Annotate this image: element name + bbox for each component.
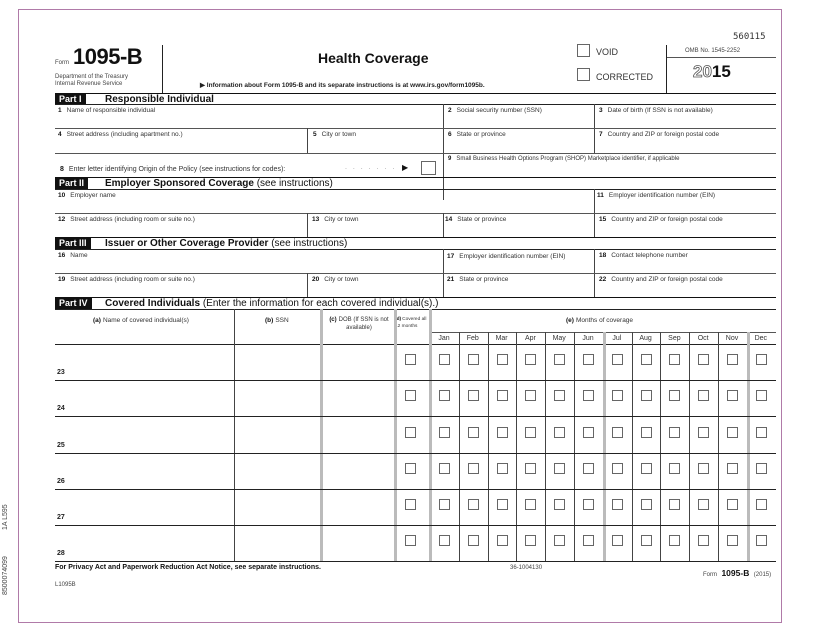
month-checkbox-mar[interactable] <box>497 499 508 510</box>
part-2-title-suffix: (see instructions) <box>256 178 333 189</box>
month-checkbox-mar[interactable] <box>497 427 508 438</box>
field-18[interactable] <box>599 252 688 259</box>
header-divider <box>162 45 163 93</box>
month-divider <box>603 332 606 561</box>
field-label: Country and ZIP or foreign postal code <box>607 131 720 138</box>
field-num: 7 <box>599 131 603 138</box>
month-checkbox-jun[interactable] <box>583 354 594 365</box>
field-num: 16 <box>58 252 66 259</box>
form-code: L1095B <box>55 582 76 588</box>
dob-input[interactable] <box>322 345 394 379</box>
month-checkbox-mar[interactable] <box>497 535 508 546</box>
covered-all-12-months-checkbox[interactable] <box>405 535 416 546</box>
month-checkbox-mar[interactable] <box>497 354 508 365</box>
field-10[interactable] <box>58 192 116 199</box>
month-header-jul: Jul <box>612 335 622 342</box>
month-checkbox-may[interactable] <box>554 535 565 546</box>
agency-line1: Department of the Treasury <box>55 74 129 80</box>
month-checkbox-nov[interactable] <box>727 390 738 401</box>
info-line: ▶ Information about Form 1095-B and its separate instructions is at www.irs.gov/form1095b. <box>200 82 485 89</box>
month-header-jan: Jan <box>438 335 450 342</box>
name-input[interactable] <box>55 417 234 451</box>
tax-year-bold: 15 <box>711 62 731 81</box>
dob-input[interactable] <box>322 490 394 524</box>
rule <box>307 213 308 237</box>
field-label: Employer identification number (EIN) <box>608 192 716 199</box>
name-input[interactable] <box>55 345 234 379</box>
field-label: Social security number (SSN) <box>456 107 542 114</box>
month-checkbox-jun[interactable] <box>583 463 594 474</box>
month-checkbox-sep[interactable] <box>669 499 680 510</box>
part-3-title-suffix: (see instructions) <box>271 238 348 249</box>
month-checkbox-apr[interactable] <box>525 390 536 401</box>
month-checkbox-apr[interactable] <box>525 354 536 365</box>
month-divider <box>459 332 460 561</box>
month-checkbox-jun[interactable] <box>583 499 594 510</box>
field-label: Street address (including room or suite no.) <box>70 216 195 223</box>
part-2-title-text: Employer Sponsored Coverage <box>105 178 254 189</box>
field-label: State or province <box>457 216 507 223</box>
field-1[interactable] <box>58 107 155 114</box>
field-num: 17 <box>447 253 455 260</box>
field-16[interactable] <box>58 252 88 259</box>
month-checkbox-oct[interactable] <box>698 390 709 401</box>
rule <box>307 128 308 153</box>
month-checkbox-apr[interactable] <box>525 499 536 510</box>
month-checkbox-jan[interactable] <box>439 463 450 474</box>
month-checkbox-dec[interactable] <box>756 427 767 438</box>
field-5[interactable] <box>313 131 356 138</box>
month-checkbox-jun[interactable] <box>583 390 594 401</box>
ssn-input[interactable] <box>235 417 320 451</box>
form-word: Form <box>703 572 717 578</box>
field-num: 2 <box>448 107 452 114</box>
field-num: 22 <box>599 276 607 283</box>
field-num: 1 <box>58 107 62 114</box>
field-label: City or town <box>321 131 356 138</box>
control-code: 560115 <box>733 32 766 42</box>
field-4[interactable] <box>58 131 183 138</box>
month-checkbox-jun[interactable] <box>583 535 594 546</box>
covered-all-12-months-checkbox[interactable] <box>405 463 416 474</box>
corrected-label: CORRECTED <box>596 72 654 82</box>
month-checkbox-may[interactable] <box>554 463 565 474</box>
corrected-checkbox[interactable] <box>577 68 590 81</box>
month-checkbox-jul[interactable] <box>612 354 623 365</box>
month-checkbox-apr[interactable] <box>525 535 536 546</box>
rule <box>55 104 776 105</box>
rule <box>443 104 444 200</box>
col-c-header <box>325 316 393 332</box>
col-letter: (b) <box>265 317 274 324</box>
month-checkbox-jan[interactable] <box>439 535 450 546</box>
part-3-title <box>105 238 347 249</box>
field-num: 4 <box>58 131 62 138</box>
field-14[interactable] <box>445 216 506 223</box>
form-word: Form <box>55 60 69 66</box>
month-checkbox-feb[interactable] <box>468 535 479 546</box>
tax-year-outline: 20 <box>693 62 712 81</box>
field-num: 15 <box>599 216 607 223</box>
month-checkbox-aug[interactable] <box>641 427 652 438</box>
month-checkbox-feb[interactable] <box>468 390 479 401</box>
month-checkbox-may[interactable] <box>554 427 565 438</box>
field-label: Enter letter identifying Origin of the Policy (see instructions for codes): <box>68 166 286 173</box>
field-label: Country and ZIP or foreign postal code <box>611 216 723 223</box>
field-22[interactable] <box>599 276 723 283</box>
month-checkbox-jul[interactable] <box>612 463 623 474</box>
month-checkbox-apr[interactable] <box>525 463 536 474</box>
field-label: State or province <box>456 131 506 138</box>
month-checkbox-aug[interactable] <box>641 499 652 510</box>
part-1-title: Responsible Individual <box>105 94 214 105</box>
arrow-icon: ▶ <box>402 163 409 172</box>
field-label: Contact telephone number <box>611 252 688 259</box>
column-divider <box>429 309 432 561</box>
month-checkbox-feb[interactable] <box>468 463 479 474</box>
part-4-badge: Part IV <box>55 298 92 309</box>
col-label: SSN <box>275 317 289 324</box>
month-checkbox-aug[interactable] <box>641 535 652 546</box>
origin-of-policy-input[interactable] <box>421 161 436 175</box>
col-label: DOB (If SSN is not available) <box>338 317 389 331</box>
field-num: 3 <box>599 107 603 114</box>
field-11[interactable] <box>597 192 715 199</box>
field-9[interactable] <box>448 156 679 162</box>
covered-all-12-months-checkbox[interactable] <box>405 390 416 401</box>
field-label: Name <box>70 252 88 259</box>
month-header-apr: Apr <box>524 335 536 342</box>
month-checkbox-sep[interactable] <box>669 427 680 438</box>
field-7[interactable] <box>599 131 719 138</box>
col-label: Months of coverage <box>575 317 634 324</box>
field-label: Name of responsible individual <box>66 107 156 114</box>
col-d-header <box>395 316 429 330</box>
form-number: 1095-B <box>721 568 750 578</box>
col-e-header <box>566 317 633 324</box>
field-num: 20 <box>312 276 320 283</box>
side-code-2: 8500074099 <box>2 556 9 595</box>
month-checkbox-oct[interactable] <box>698 354 709 365</box>
field-8 <box>60 166 285 173</box>
form-reference <box>703 563 771 581</box>
month-checkbox-jul[interactable] <box>612 427 623 438</box>
row-number: 23 <box>57 369 65 377</box>
void-checkbox[interactable] <box>577 44 590 57</box>
ssn-input[interactable] <box>235 454 320 488</box>
rule <box>55 189 776 190</box>
month-checkbox-sep[interactable] <box>669 354 680 365</box>
month-checkbox-jul[interactable] <box>612 535 623 546</box>
field-label: City or town <box>324 276 359 283</box>
field-13[interactable] <box>312 216 359 223</box>
month-divider <box>660 332 661 561</box>
part-4-title-text: Covered Individuals <box>105 298 201 309</box>
field-num: 19 <box>58 276 66 283</box>
month-header-sep: Sep <box>668 335 681 342</box>
month-checkbox-feb[interactable] <box>468 354 479 365</box>
omb-divider <box>666 45 667 93</box>
month-divider <box>689 332 690 561</box>
field-2[interactable] <box>448 107 542 114</box>
side-code-1: 1A L595 <box>2 504 9 530</box>
month-checkbox-feb[interactable] <box>468 427 479 438</box>
row-rule <box>55 561 776 562</box>
field-num: 21 <box>447 276 455 283</box>
month-checkbox-oct[interactable] <box>698 427 709 438</box>
field-12[interactable] <box>58 216 195 223</box>
rule <box>55 213 776 214</box>
name-input[interactable] <box>55 381 234 415</box>
month-checkbox-sep[interactable] <box>669 390 680 401</box>
month-checkbox-jan[interactable] <box>439 427 450 438</box>
month-checkbox-mar[interactable] <box>497 463 508 474</box>
rule <box>307 273 308 297</box>
month-checkbox-dec[interactable] <box>756 499 767 510</box>
field-label: Employer identification number (EIN) <box>459 253 566 260</box>
month-header-may: May <box>552 335 566 342</box>
field-label: Date of birth (If SSN is not available) <box>607 107 713 114</box>
covered-all-12-months-checkbox[interactable] <box>405 427 416 438</box>
agency-line2: Internal Revenue Service <box>55 81 123 87</box>
field-label: Street address (including room or suite no.) <box>70 276 195 283</box>
month-header-oct: Oct <box>697 335 709 342</box>
month-checkbox-may[interactable] <box>554 499 565 510</box>
month-checkbox-nov[interactable] <box>727 463 738 474</box>
ssn-input[interactable] <box>235 490 320 524</box>
month-divider <box>545 332 546 561</box>
field-label: State or province <box>459 276 509 283</box>
row-number: 24 <box>57 405 65 413</box>
part-1-badge: Part I <box>55 94 86 105</box>
name-input[interactable] <box>55 454 234 488</box>
field-num: 10 <box>58 192 66 199</box>
part-3-title-text: Issuer or Other Coverage Provider <box>105 238 269 249</box>
field-label: Street address (including apartment no.) <box>66 131 183 138</box>
month-checkbox-aug[interactable] <box>641 390 652 401</box>
field-num: 11 <box>597 192 604 199</box>
month-checkbox-dec[interactable] <box>756 390 767 401</box>
field-num: 13 <box>312 216 320 223</box>
ssn-input[interactable] <box>235 381 320 415</box>
part-2-badge: Part II <box>55 178 88 189</box>
privacy-notice: For Privacy Act and Paperwork Reduction Act Notice, see separate instructions. <box>55 564 321 571</box>
column-divider <box>394 309 397 561</box>
part-4-title-suffix: (Enter the information for each covered individual(s).) <box>202 298 439 309</box>
month-header-feb: Feb <box>466 335 479 342</box>
month-checkbox-apr[interactable] <box>525 427 536 438</box>
rule <box>55 309 776 310</box>
month-checkbox-sep[interactable] <box>669 463 680 474</box>
field-label: Small Business Health Options Program (SHOP) Marketplace identifier, if applicable <box>456 156 680 162</box>
dob-input[interactable] <box>322 381 394 415</box>
month-checkbox-jun[interactable] <box>583 427 594 438</box>
row-number: 26 <box>57 477 65 485</box>
part-4-title <box>105 298 438 309</box>
month-divider <box>632 332 633 561</box>
month-divider <box>516 332 517 561</box>
month-divider <box>747 332 750 561</box>
col-b-header <box>265 317 289 324</box>
field-label: Employer name <box>70 192 116 199</box>
leader-dots: . . . . . . . <box>345 164 397 171</box>
omb-rule <box>667 57 776 58</box>
part-2-title <box>105 178 333 189</box>
month-checkbox-jan[interactable] <box>439 390 450 401</box>
rule <box>55 128 776 129</box>
month-checkbox-dec[interactable] <box>756 354 767 365</box>
month-checkbox-dec[interactable] <box>756 535 767 546</box>
field-3[interactable] <box>599 107 713 114</box>
name-input[interactable] <box>55 490 234 524</box>
field-num: 14 <box>445 216 453 223</box>
month-checkbox-nov[interactable] <box>727 354 738 365</box>
covered-all-12-months-checkbox[interactable] <box>405 499 416 510</box>
omb-number: OMB No. 1545-2252 <box>685 48 741 54</box>
month-divider <box>718 332 719 561</box>
field-20[interactable] <box>312 276 359 283</box>
month-checkbox-feb[interactable] <box>468 499 479 510</box>
field-21[interactable] <box>447 276 508 283</box>
tax-year <box>693 62 731 82</box>
field-6[interactable] <box>448 131 506 138</box>
row-number: 28 <box>57 550 65 558</box>
month-checkbox-jul[interactable] <box>612 390 623 401</box>
form-year: (2015) <box>753 572 772 578</box>
ssn-input[interactable] <box>235 345 320 379</box>
rule <box>55 153 776 154</box>
form-title: Health Coverage <box>318 50 429 66</box>
void-label: VOID <box>596 47 619 57</box>
col-label: Covered all 12 months <box>395 317 427 329</box>
form-number: 1095-B <box>73 44 143 69</box>
rule <box>55 249 776 250</box>
month-checkbox-aug[interactable] <box>641 463 652 474</box>
row-number: 27 <box>57 514 65 521</box>
month-divider <box>488 332 489 561</box>
month-checkbox-oct[interactable] <box>698 499 709 510</box>
month-header-jun: Jun <box>582 335 594 342</box>
dob-input[interactable] <box>322 454 394 488</box>
month-checkbox-nov[interactable] <box>727 535 738 546</box>
field-num: 9 <box>448 156 452 162</box>
month-checkbox-aug[interactable] <box>641 354 652 365</box>
field-label: City or town <box>324 216 359 223</box>
month-checkbox-oct[interactable] <box>698 535 709 546</box>
month-checkbox-jan[interactable] <box>439 354 450 365</box>
field-num: 12 <box>58 216 66 223</box>
field-num: 8 <box>60 166 64 173</box>
month-header-mar: Mar <box>495 335 508 342</box>
month-checkbox-nov[interactable] <box>727 427 738 438</box>
col-letter: (d) <box>395 317 402 322</box>
month-header-nov: Nov <box>725 335 739 342</box>
field-19[interactable] <box>58 276 195 283</box>
ssn-input[interactable] <box>235 526 320 560</box>
month-checkbox-oct[interactable] <box>698 463 709 474</box>
col-label: Name of covered individual(s) <box>102 317 189 324</box>
dob-input[interactable] <box>322 417 394 451</box>
field-num: 18 <box>599 252 607 259</box>
month-checkbox-jan[interactable] <box>439 499 450 510</box>
month-checkbox-may[interactable] <box>554 354 565 365</box>
col-letter: (e) <box>566 317 574 324</box>
month-checkbox-may[interactable] <box>554 390 565 401</box>
rule <box>55 273 776 274</box>
field-15[interactable] <box>599 216 723 223</box>
dob-input[interactable] <box>322 526 394 560</box>
catalog-number: 36-1004130 <box>510 565 543 571</box>
month-checkbox-sep[interactable] <box>669 535 680 546</box>
field-num: 6 <box>448 131 452 138</box>
part-3-badge: Part III <box>55 238 91 249</box>
field-label: Country and ZIP or foreign postal code <box>611 276 723 283</box>
month-checkbox-nov[interactable] <box>727 499 738 510</box>
month-checkbox-jul[interactable] <box>612 499 623 510</box>
col-a-header <box>93 317 189 324</box>
month-checkbox-mar[interactable] <box>497 390 508 401</box>
col-letter: (a) <box>93 317 101 324</box>
rule <box>443 213 444 237</box>
name-input[interactable] <box>55 526 234 560</box>
col-letter: (c) <box>329 317 337 323</box>
month-checkbox-dec[interactable] <box>756 463 767 474</box>
field-num: 5 <box>313 131 317 138</box>
row-number: 25 <box>57 441 65 449</box>
month-header-aug: Aug <box>639 335 652 342</box>
field-17[interactable] <box>447 253 565 260</box>
month-divider <box>574 332 575 561</box>
covered-all-12-months-checkbox[interactable] <box>405 354 416 365</box>
month-header-dec: Dec <box>754 335 768 342</box>
